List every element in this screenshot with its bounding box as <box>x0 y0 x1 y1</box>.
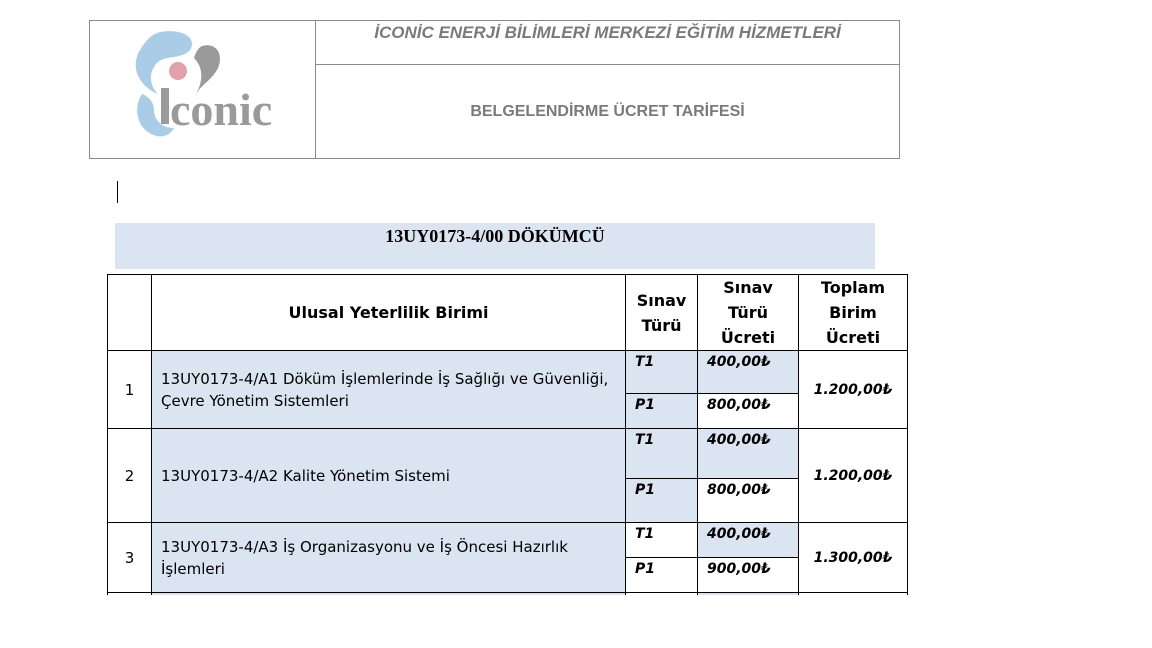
col-total-header <box>799 275 908 351</box>
page-bottom-area <box>0 595 1152 648</box>
exam-type: P1 <box>626 394 698 429</box>
col-exam-type-line1: Sınav <box>636 290 687 310</box>
exam-fee: 400,00₺ <box>698 351 799 394</box>
document-header <box>89 20 900 159</box>
unit-name <box>152 429 626 523</box>
col-exam-type-header <box>626 275 698 351</box>
document-title: BELGELENDİRME ÜCRET TARİFESİ <box>316 65 900 159</box>
col-exam-fee-header <box>698 275 799 351</box>
unit-name <box>152 351 626 429</box>
unit-name-line1: 13UY0173-4/A2 Kalite Yönetim Sistemi <box>161 466 450 485</box>
exam-fee: 400,00₺ <box>698 429 799 479</box>
row-number: 2 <box>108 429 152 523</box>
unit-name-line2: Çevre Yönetim Sistemleri <box>161 391 349 410</box>
unit-name-line1: 13UY0173-4/A3 İş Organizasyonu ve İş Öncesi Hazırlık <box>161 537 568 556</box>
table-row <box>108 429 908 479</box>
col-total-line2: Birim <box>829 303 877 322</box>
unit-total: 1.200,00₺ <box>799 351 908 429</box>
row-number: 1 <box>108 351 152 429</box>
table-row <box>108 351 908 394</box>
exam-fee: 800,00₺ <box>698 479 799 523</box>
exam-type: P1 <box>626 479 698 523</box>
logo-cell <box>90 21 316 159</box>
col-exam-fee-line1: Sınav <box>723 278 773 297</box>
exam-type: P1 <box>626 558 698 593</box>
col-exam-fee-line2: Türü <box>727 303 769 322</box>
svg-text:conic: conic <box>170 84 273 135</box>
col-no-header <box>108 275 152 351</box>
fee-table <box>107 274 908 634</box>
table-header-row <box>108 275 908 351</box>
text-cursor <box>117 181 118 203</box>
exam-type: T1 <box>626 351 698 394</box>
table-row <box>108 523 908 558</box>
col-unit-header: Ulusal Yeterlilik Birimi <box>152 275 626 351</box>
unit-name <box>152 523 626 593</box>
qualification-title: 13UY0173-4/00 DÖKÜMCÜ <box>115 223 875 269</box>
unit-total: 1.200,00₺ <box>799 429 908 523</box>
unit-name-line2: İşlemleri <box>161 559 225 578</box>
col-total-line1: Toplam <box>820 278 886 297</box>
company-name: İCONİC ENERJİ BİLİMLERİ MERKEZİ EĞİTİM HİZMETLERİ <box>316 21 900 65</box>
unit-total: 1.300,00₺ <box>799 523 908 593</box>
iconic-logo <box>120 24 290 154</box>
exam-type: T1 <box>626 523 698 558</box>
exam-type: T1 <box>626 429 698 479</box>
col-exam-type-line2: Türü <box>641 315 682 335</box>
row-number: 3 <box>108 523 152 593</box>
col-exam-fee-line3: Ücreti <box>720 328 776 347</box>
unit-name-line1: 13UY0173-4/A1 Döküm İşlemlerinde İş Sağlığı ve Güvenliği, <box>161 369 609 388</box>
col-total-line3: Ücreti <box>825 328 881 347</box>
exam-fee: 900,00₺ <box>698 558 799 593</box>
exam-fee: 400,00₺ <box>698 523 799 558</box>
exam-fee: 800,00₺ <box>698 394 799 429</box>
